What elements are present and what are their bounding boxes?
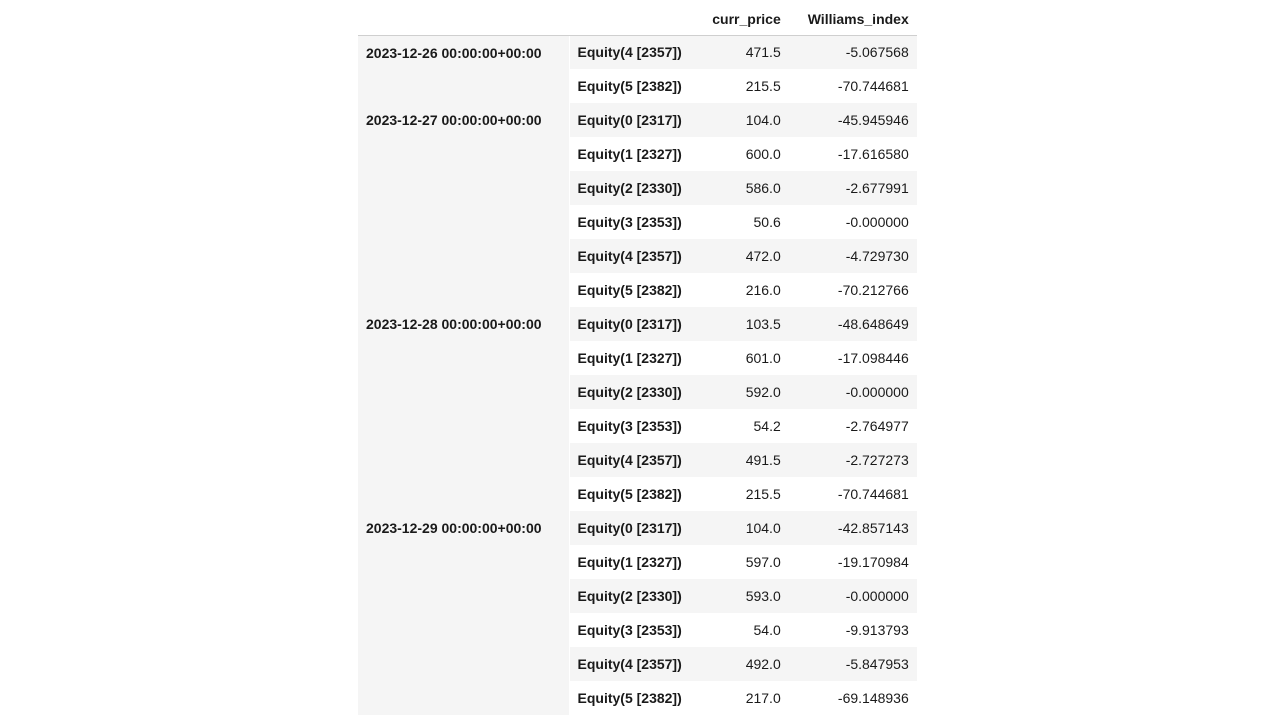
row-index-equity: Equity(3 [2353])	[569, 409, 690, 443]
cell-curr-price: 593.0	[690, 579, 789, 613]
cell-williams-index: -70.744681	[789, 69, 917, 103]
header-index-date	[358, 3, 569, 35]
cell-williams-index: -5.847953	[789, 647, 917, 681]
cell-curr-price: 597.0	[690, 545, 789, 579]
cell-curr-price: 586.0	[690, 171, 789, 205]
cell-williams-index: -48.648649	[789, 307, 917, 341]
cell-williams-index: -2.764977	[789, 409, 917, 443]
cell-williams-index: -19.170984	[789, 545, 917, 579]
cell-curr-price: 600.0	[690, 137, 789, 171]
row-index-equity: Equity(5 [2382])	[569, 477, 690, 511]
cell-curr-price: 54.2	[690, 409, 789, 443]
cell-williams-index: -4.729730	[789, 239, 917, 273]
cell-curr-price: 471.5	[690, 35, 789, 69]
row-index-equity: Equity(0 [2317])	[569, 103, 690, 137]
row-index-date: 2023-12-27 00:00:00+00:00	[358, 103, 569, 307]
row-index-equity: Equity(4 [2357])	[569, 35, 690, 69]
cell-williams-index: -9.913793	[789, 613, 917, 647]
cell-curr-price: 216.0	[690, 273, 789, 307]
cell-curr-price: 215.5	[690, 477, 789, 511]
row-index-date: 2023-12-28 00:00:00+00:00	[358, 307, 569, 511]
row-index-equity: Equity(1 [2327])	[569, 545, 690, 579]
cell-williams-index: -2.727273	[789, 443, 917, 477]
row-index-equity: Equity(2 [2330])	[569, 579, 690, 613]
cell-williams-index: -5.067568	[789, 35, 917, 69]
row-index-equity: Equity(4 [2357])	[569, 443, 690, 477]
cell-williams-index: -42.857143	[789, 511, 917, 545]
table-header	[358, 3, 917, 35]
cell-williams-index: -70.212766	[789, 273, 917, 307]
dataframe-output	[358, 3, 917, 715]
table-row	[358, 307, 917, 341]
cell-williams-index: -0.000000	[789, 579, 917, 613]
header-index-equity	[569, 3, 690, 35]
cell-curr-price: 592.0	[690, 375, 789, 409]
row-index-equity: Equity(3 [2353])	[569, 205, 690, 239]
cell-curr-price: 472.0	[690, 239, 789, 273]
table-row	[358, 35, 917, 69]
row-index-equity: Equity(5 [2382])	[569, 681, 690, 715]
header-row	[358, 3, 917, 35]
cell-williams-index: -0.000000	[789, 375, 917, 409]
row-index-date: 2023-12-26 00:00:00+00:00	[358, 35, 569, 103]
table-row	[358, 103, 917, 137]
cell-williams-index: -45.945946	[789, 103, 917, 137]
row-index-date: 2023-12-29 00:00:00+00:00	[358, 511, 569, 715]
cell-curr-price: 104.0	[690, 103, 789, 137]
cell-curr-price: 54.0	[690, 613, 789, 647]
cell-curr-price: 601.0	[690, 341, 789, 375]
row-index-equity: Equity(4 [2357])	[569, 239, 690, 273]
row-index-equity: Equity(1 [2327])	[569, 137, 690, 171]
cell-curr-price: 215.5	[690, 69, 789, 103]
row-index-equity: Equity(1 [2327])	[569, 341, 690, 375]
table-row	[358, 511, 917, 545]
cell-williams-index: -69.148936	[789, 681, 917, 715]
row-index-equity: Equity(2 [2330])	[569, 375, 690, 409]
cell-curr-price: 491.5	[690, 443, 789, 477]
row-index-equity: Equity(0 [2317])	[569, 511, 690, 545]
cell-curr-price: 104.0	[690, 511, 789, 545]
row-index-equity: Equity(3 [2353])	[569, 613, 690, 647]
cell-williams-index: -70.744681	[789, 477, 917, 511]
dataframe-table	[358, 3, 917, 715]
cell-williams-index: -2.677991	[789, 171, 917, 205]
cell-williams-index: -17.098446	[789, 341, 917, 375]
cell-williams-index: -17.616580	[789, 137, 917, 171]
table-body	[358, 35, 917, 715]
row-index-equity: Equity(5 [2382])	[569, 69, 690, 103]
cell-curr-price: 492.0	[690, 647, 789, 681]
cell-williams-index: -0.000000	[789, 205, 917, 239]
cell-curr-price: 217.0	[690, 681, 789, 715]
header-curr-price: curr_price	[690, 3, 789, 35]
row-index-equity: Equity(4 [2357])	[569, 647, 690, 681]
row-index-equity: Equity(0 [2317])	[569, 307, 690, 341]
header-williams-index: Williams_index	[789, 3, 917, 35]
row-index-equity: Equity(5 [2382])	[569, 273, 690, 307]
cell-curr-price: 103.5	[690, 307, 789, 341]
row-index-equity: Equity(2 [2330])	[569, 171, 690, 205]
cell-curr-price: 50.6	[690, 205, 789, 239]
